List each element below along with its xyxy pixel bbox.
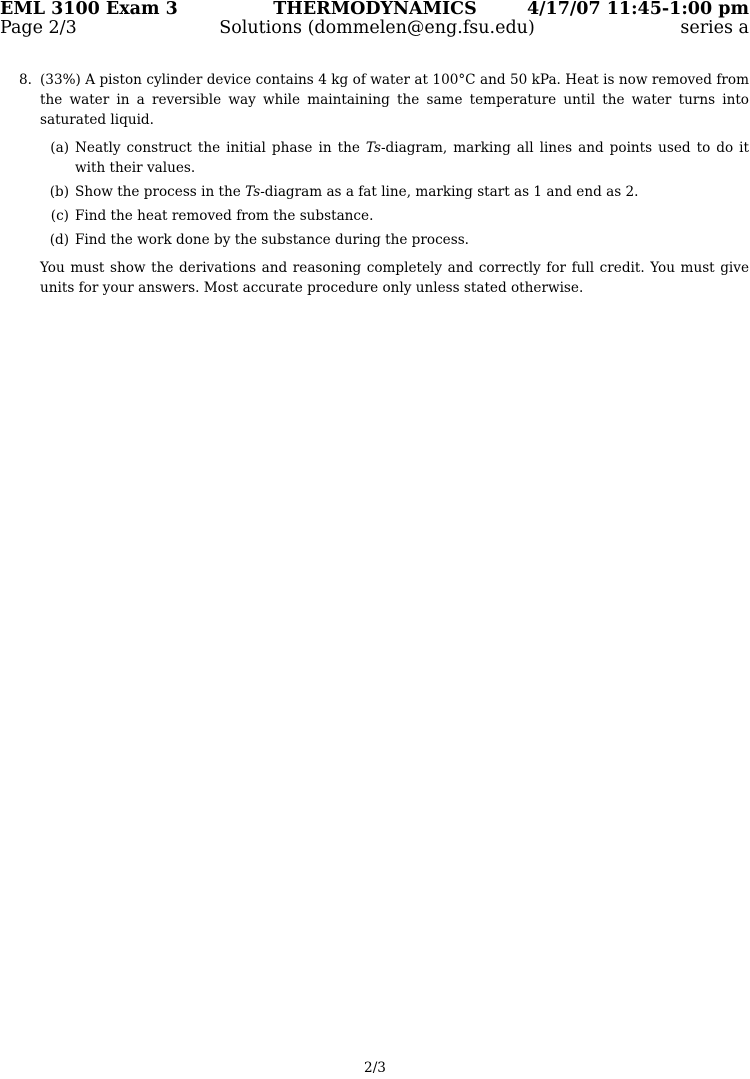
- footer-page-number: 2/3: [364, 1060, 386, 1076]
- course-title: EML 3100 Exam 3: [0, 0, 178, 19]
- part-text: Find the heat removed from the substance.: [75, 208, 374, 224]
- problem-parts: [40, 138, 749, 250]
- part-b: [40, 182, 749, 202]
- problem-statement: (33%) A piston cylinder device contains 4 kg of water at 100°C and 50 kPa. Heat is now removed from the water in a reversible way while maintaining the same temperature until the water turns into saturated liquid.: [40, 72, 749, 128]
- problem-statement-row: [19, 70, 749, 130]
- part-label: (d): [49, 232, 69, 248]
- exam-instructions: You must show the derivations and reasoning completely and correctly for full credit. You must give units for your answers. Most accurate procedure only unless stated otherwise.: [40, 260, 749, 296]
- solutions-contact: Solutions (dommelen@eng.fsu.edu): [219, 18, 535, 38]
- part-text: Show the process in the Ts-diagram as a fat line, marking start as 1 and end as 2.: [75, 184, 639, 200]
- part-text: Neatly construct the initial phase in the Ts-diagram, marking all lines and points used to do it with their values.: [75, 140, 749, 176]
- part-d: [40, 230, 749, 250]
- page-indicator: Page 2/3: [0, 18, 77, 38]
- part-text: Find the work done by the substance during the process.: [75, 232, 469, 248]
- subject-title: THERMODYNAMICS: [273, 0, 477, 19]
- exam-datetime: 4/17/07 11:45-1:00 pm: [526, 0, 749, 19]
- problem-8: [19, 70, 749, 298]
- part-c: [40, 206, 749, 226]
- part-label: (c): [50, 208, 69, 224]
- part-label: (b): [49, 184, 69, 200]
- header-row-2: [0, 17, 750, 39]
- series-label: series a: [680, 18, 749, 38]
- problem-number: 8.: [19, 72, 32, 88]
- part-a: [40, 138, 749, 178]
- part-label: (a): [50, 140, 69, 156]
